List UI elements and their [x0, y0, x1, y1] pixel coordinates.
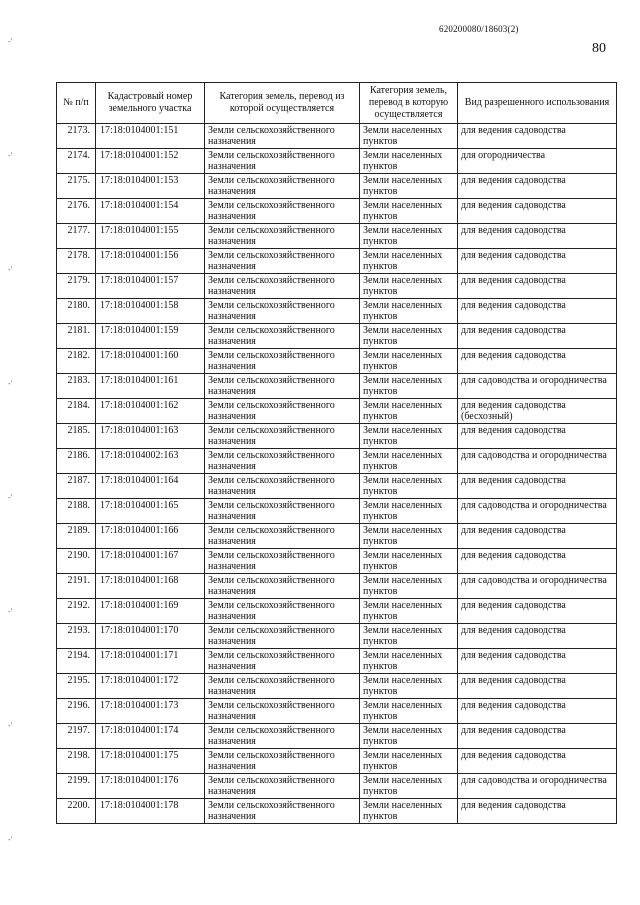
row-number: 2175.: [57, 174, 96, 199]
row-number: 2194.: [57, 649, 96, 674]
table-row: [57, 624, 617, 649]
table-row: [57, 599, 617, 624]
permitted-use: для ведения садоводства (бесхозный): [458, 399, 617, 424]
permitted-use: для садоводства и огородничества: [458, 574, 617, 599]
column-header-number: № п/п: [57, 83, 96, 124]
category-to: Земли населенных пунктов: [360, 524, 458, 549]
cadastral-number: 17:18:0104001:174: [96, 724, 205, 749]
column-header-permitted-use: Вид разрешенного использования: [458, 83, 617, 124]
cadastral-number: 17:18:0104001:176: [96, 774, 205, 799]
margin-mark: -': [8, 721, 13, 730]
row-number: 2191.: [57, 574, 96, 599]
permitted-use: для ведения садоводства: [458, 599, 617, 624]
category-to: Земли населенных пунктов: [360, 799, 458, 824]
category-from: Земли сельскохозяйственного назначения: [205, 349, 360, 374]
margin-mark: -': [8, 493, 13, 502]
cadastral-number: 17:18:0104001:156: [96, 249, 205, 274]
cadastral-number: 17:18:0104001:165: [96, 499, 205, 524]
margin-mark: -': [8, 151, 13, 160]
table-row: [57, 524, 617, 549]
category-to: Земли населенных пунктов: [360, 349, 458, 374]
category-from: Земли сельскохозяйственного назначения: [205, 324, 360, 349]
table-row: [57, 249, 617, 274]
table-row: [57, 674, 617, 699]
permitted-use: для ведения садоводства: [458, 199, 617, 224]
permitted-use: для ведения садоводства: [458, 324, 617, 349]
table-row: [57, 349, 617, 374]
table-row: [57, 749, 617, 774]
permitted-use: для ведения садоводства: [458, 724, 617, 749]
row-number: 2190.: [57, 549, 96, 574]
permitted-use: для ведения садоводства: [458, 249, 617, 274]
row-number: 2192.: [57, 599, 96, 624]
category-from: Земли сельскохозяйственного назначения: [205, 374, 360, 399]
margin-mark: -': [8, 379, 13, 388]
cadastral-number: 17:18:0104001:170: [96, 624, 205, 649]
permitted-use: для ведения садоводства: [458, 224, 617, 249]
permitted-use: для садоводства и огородничества: [458, 774, 617, 799]
category-from: Земли сельскохозяйственного назначения: [205, 649, 360, 674]
row-number: 2180.: [57, 299, 96, 324]
permitted-use: для ведения садоводства: [458, 474, 617, 499]
table-row: [57, 149, 617, 174]
cadastral-number: 17:18:0104001:163: [96, 424, 205, 449]
category-to: Земли населенных пунктов: [360, 599, 458, 624]
column-header-category-to: Категория земель, перевод в которую осуществляется: [360, 83, 458, 124]
row-number: 2181.: [57, 324, 96, 349]
permitted-use: для ведения садоводства: [458, 799, 617, 824]
permitted-use: для ведения садоводства: [458, 124, 617, 149]
cadastral-number: 17:18:0104001:162: [96, 399, 205, 424]
cadastral-number: 17:18:0104002:163: [96, 449, 205, 474]
permitted-use: для ведения садоводства: [458, 274, 617, 299]
cadastral-number: 17:18:0104001:152: [96, 149, 205, 174]
column-header-cadastral: Кадастровый номер земельного участка: [96, 83, 205, 124]
category-to: Земли населенных пунктов: [360, 449, 458, 474]
table-header-row: [57, 83, 617, 124]
category-from: Земли сельскохозяйственного назначения: [205, 399, 360, 424]
table-row: [57, 224, 617, 249]
category-from: Земли сельскохозяйственного назначения: [205, 699, 360, 724]
page-number: 80: [592, 41, 606, 56]
table-row: [57, 549, 617, 574]
category-to: Земли населенных пунктов: [360, 474, 458, 499]
category-from: Земли сельскохозяйственного назначения: [205, 199, 360, 224]
category-to: Земли населенных пунктов: [360, 124, 458, 149]
row-number: 2197.: [57, 724, 96, 749]
category-from: Земли сельскохозяйственного назначения: [205, 149, 360, 174]
table-row: [57, 399, 617, 424]
row-number: 2183.: [57, 374, 96, 399]
row-number: 2188.: [57, 499, 96, 524]
row-number: 2173.: [57, 124, 96, 149]
row-number: 2195.: [57, 674, 96, 699]
category-from: Земли сельскохозяйственного назначения: [205, 499, 360, 524]
cadastral-number: 17:18:0104001:160: [96, 349, 205, 374]
category-to: Земли населенных пунктов: [360, 749, 458, 774]
cadastral-number: 17:18:0104001:157: [96, 274, 205, 299]
permitted-use: для ведения садоводства: [458, 749, 617, 774]
category-from: Земли сельскохозяйственного назначения: [205, 474, 360, 499]
row-number: 2189.: [57, 524, 96, 549]
category-from: Земли сельскохозяйственного назначения: [205, 249, 360, 274]
category-from: Земли сельскохозяйственного назначения: [205, 574, 360, 599]
cadastral-number: 17:18:0104001:159: [96, 324, 205, 349]
table-row: [57, 449, 617, 474]
permitted-use: для ведения садоводства: [458, 524, 617, 549]
category-to: Земли населенных пунктов: [360, 574, 458, 599]
row-number: 2182.: [57, 349, 96, 374]
category-from: Земли сельскохозяйственного назначения: [205, 624, 360, 649]
permitted-use: для ведения садоводства: [458, 649, 617, 674]
cadastral-number: 17:18:0104001:172: [96, 674, 205, 699]
category-to: Земли населенных пунктов: [360, 724, 458, 749]
table-row: [57, 324, 617, 349]
category-to: Земли населенных пунктов: [360, 674, 458, 699]
table-row: [57, 199, 617, 224]
table-body: [57, 124, 617, 824]
table-row: [57, 799, 617, 824]
column-header-category-from: Категория земель, перевод из которой осуществляется: [205, 83, 360, 124]
table-row: [57, 499, 617, 524]
permitted-use: для ведения садоводства: [458, 349, 617, 374]
category-from: Земли сельскохозяйственного назначения: [205, 774, 360, 799]
margin-mark: -': [8, 835, 13, 844]
row-number: 2186.: [57, 449, 96, 474]
category-to: Земли населенных пунктов: [360, 624, 458, 649]
category-from: Земли сельскохозяйственного назначения: [205, 224, 360, 249]
table-row: [57, 699, 617, 724]
category-to: Земли населенных пунктов: [360, 549, 458, 574]
permitted-use: для ведения садоводства: [458, 624, 617, 649]
permitted-use: для ведения садоводства: [458, 699, 617, 724]
permitted-use: для ведения садоводства: [458, 674, 617, 699]
table-row: [57, 574, 617, 599]
category-from: Земли сельскохозяйственного назначения: [205, 174, 360, 199]
category-from: Земли сельскохозяйственного назначения: [205, 724, 360, 749]
row-number: 2193.: [57, 624, 96, 649]
row-number: 2199.: [57, 774, 96, 799]
permitted-use: для ведения садоводства: [458, 299, 617, 324]
document-code: 620200080/18603(2): [439, 24, 519, 34]
category-from: Земли сельскохозяйственного назначения: [205, 299, 360, 324]
category-to: Земли населенных пунктов: [360, 324, 458, 349]
category-from: Земли сельскохозяйственного назначения: [205, 524, 360, 549]
cadastral-number: 17:18:0104001:178: [96, 799, 205, 824]
cadastral-number: 17:18:0104001:171: [96, 649, 205, 674]
category-from: Земли сельскохозяйственного назначения: [205, 599, 360, 624]
category-from: Земли сельскохозяйственного назначения: [205, 274, 360, 299]
category-to: Земли населенных пунктов: [360, 774, 458, 799]
category-to: Земли населенных пунктов: [360, 399, 458, 424]
row-number: 2177.: [57, 224, 96, 249]
cadastral-number: 17:18:0104001:166: [96, 524, 205, 549]
row-number: 2179.: [57, 274, 96, 299]
category-from: Земли сельскохозяйственного назначения: [205, 749, 360, 774]
category-to: Земли населенных пунктов: [360, 224, 458, 249]
category-from: Земли сельскохозяйственного назначения: [205, 549, 360, 574]
cadastral-number: 17:18:0104001:164: [96, 474, 205, 499]
table-row: [57, 274, 617, 299]
table-row: [57, 374, 617, 399]
cadastral-number: 17:18:0104001:175: [96, 749, 205, 774]
row-number: 2178.: [57, 249, 96, 274]
permitted-use: для садоводства и огородничества: [458, 374, 617, 399]
permitted-use: для ведения садоводства: [458, 424, 617, 449]
cadastral-number: 17:18:0104001:169: [96, 599, 205, 624]
permitted-use: для ведения садоводства: [458, 549, 617, 574]
category-from: Земли сельскохозяйственного назначения: [205, 674, 360, 699]
row-number: 2176.: [57, 199, 96, 224]
table-row: [57, 124, 617, 149]
row-number: 2184.: [57, 399, 96, 424]
row-number: 2185.: [57, 424, 96, 449]
category-from: Земли сельскохозяйственного назначения: [205, 799, 360, 824]
permitted-use: для садоводства и огородничества: [458, 499, 617, 524]
cadastral-number: 17:18:0104001:154: [96, 199, 205, 224]
permitted-use: для ведения садоводства: [458, 174, 617, 199]
category-to: Земли населенных пунктов: [360, 249, 458, 274]
category-to: Земли населенных пунктов: [360, 424, 458, 449]
row-number: 2174.: [57, 149, 96, 174]
cadastral-number: 17:18:0104001:158: [96, 299, 205, 324]
table-row: [57, 424, 617, 449]
cadastral-number: 17:18:0104001:155: [96, 224, 205, 249]
cadastral-number: 17:18:0104001:161: [96, 374, 205, 399]
category-to: Земли населенных пунктов: [360, 374, 458, 399]
category-to: Земли населенных пунктов: [360, 199, 458, 224]
category-to: Земли населенных пунктов: [360, 174, 458, 199]
category-to: Земли населенных пунктов: [360, 299, 458, 324]
cadastral-number: 17:18:0104001:167: [96, 549, 205, 574]
category-to: Земли населенных пунктов: [360, 649, 458, 674]
margin-mark: -': [8, 37, 13, 46]
category-to: Земли населенных пунктов: [360, 699, 458, 724]
table-row: [57, 649, 617, 674]
category-to: Земли населенных пунктов: [360, 274, 458, 299]
category-to: Земли населенных пунктов: [360, 149, 458, 174]
permitted-use: для садоводства и огородничества: [458, 449, 617, 474]
table-row: [57, 299, 617, 324]
cadastral-number: 17:18:0104001:173: [96, 699, 205, 724]
margin-mark: -': [8, 607, 13, 616]
table-row: [57, 474, 617, 499]
row-number: 2196.: [57, 699, 96, 724]
table-row: [57, 174, 617, 199]
cadastral-number: 17:18:0104001:151: [96, 124, 205, 149]
cadastral-number: 17:18:0104001:153: [96, 174, 205, 199]
row-number: 2187.: [57, 474, 96, 499]
category-from: Земли сельскохозяйственного назначения: [205, 424, 360, 449]
category-from: Земли сельскохозяйственного назначения: [205, 124, 360, 149]
table-row: [57, 774, 617, 799]
cadastral-number: 17:18:0104001:168: [96, 574, 205, 599]
margin-mark: -': [8, 265, 13, 274]
land-parcels-table: [56, 82, 617, 824]
category-from: Земли сельскохозяйственного назначения: [205, 449, 360, 474]
row-number: 2198.: [57, 749, 96, 774]
table-row: [57, 724, 617, 749]
row-number: 2200.: [57, 799, 96, 824]
category-to: Земли населенных пунктов: [360, 499, 458, 524]
permitted-use: для огородничества: [458, 149, 617, 174]
